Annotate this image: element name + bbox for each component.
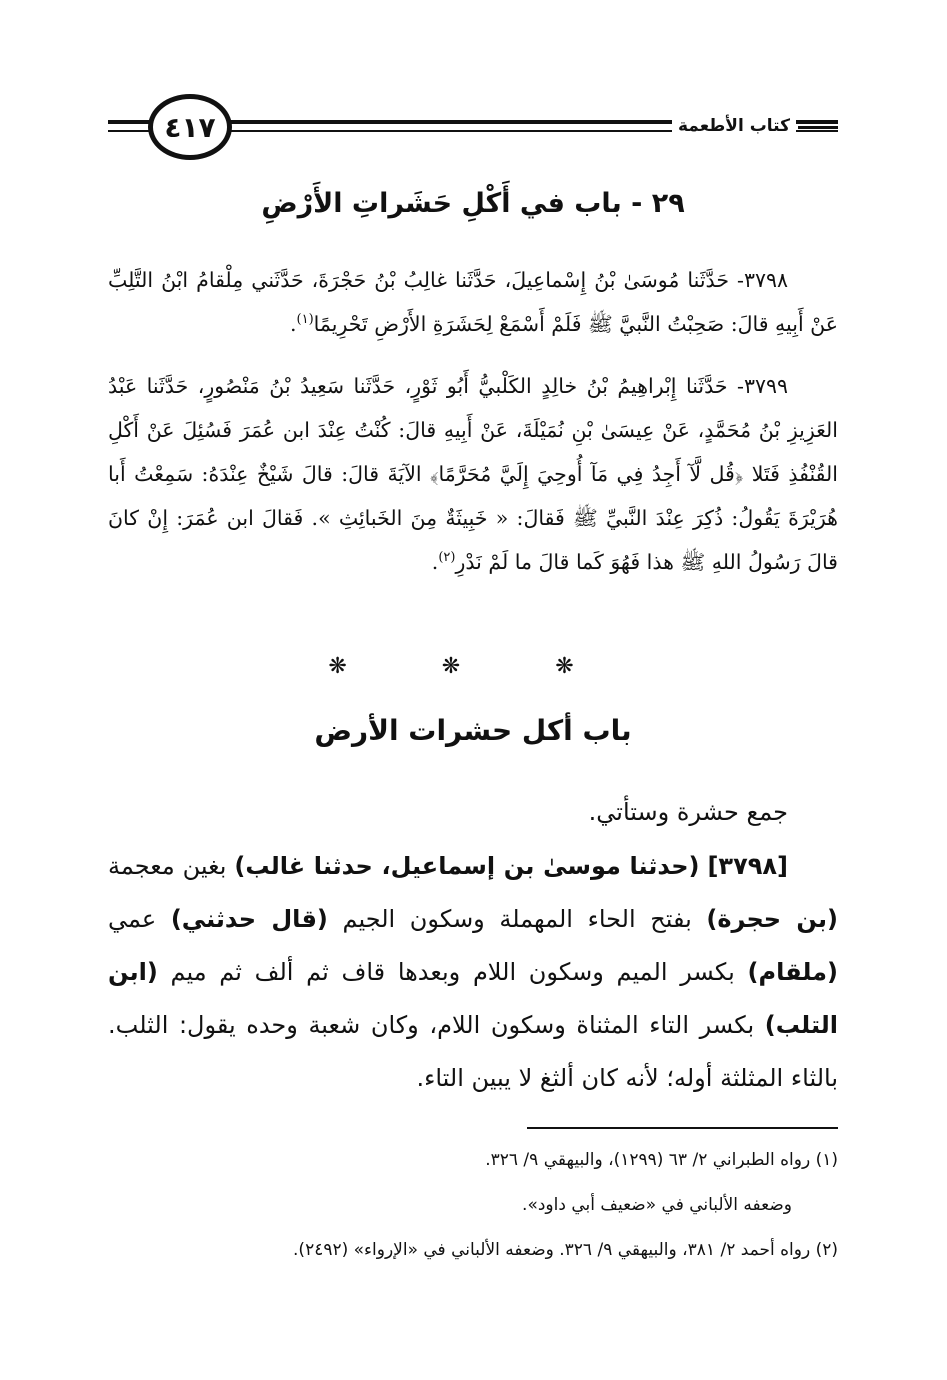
commentary-lemma-3: (قال حدثني) — [170, 905, 328, 933]
commentary-gloss-3: عمي — [108, 905, 157, 933]
hadith-3798 — [108, 258, 838, 346]
commentary-intro — [108, 786, 838, 839]
footnote-1: (١) رواه الطبراني ٢/ ٦٣ (١٢٩٩)، والبيهقي ٩/ ٣٢٦. — [485, 1150, 838, 1170]
chapter-heading: ٢٩ - باب في أَكْلِ حَشَراتِ الأَرْضِ — [261, 188, 685, 219]
footnote-separator-rule — [527, 1127, 838, 1129]
section-separator: ❋ ❋ ❋ — [328, 654, 618, 679]
commentary-gloss-1: بغين معجمة — [108, 852, 227, 880]
page-number: ٤١٧ — [164, 110, 216, 144]
commentary-gloss-4: بكسر الميم وسكون اللام وبعدها قاف ثم ألف ثم ميم — [170, 958, 735, 986]
commentary-intro-text: جمع حشرة وستأتي. — [588, 798, 788, 826]
commentary-paragraph — [108, 840, 838, 1105]
running-title: كتاب الأطعمة — [672, 116, 796, 136]
hadith-3798-text: ٣٧٩٨- حَدَّثَنا مُوسَىٰ بْنُ إِسْماعِيلَ، حَدَّثَنا غالِبُ بْنُ حَجْرَةَ، حَدَّثَني مِلْقامُ ابْنُ التَّلِبِّ عَنْ أَبِيهِ قالَ: صَحِبْتُ النَّبيَّ ﷺ فَلَمْ أَسْمَعْ لِحَشَرَةِ الأَرْضِ تَحْرِيمًا — [108, 268, 838, 336]
hadith-3799-end: . — [431, 550, 439, 574]
commentary-lemma-1: (حدثنا موسىٰ بن إسماعيل، حدثنا غالب) — [234, 852, 700, 880]
commentary-lemma-2: (بن حجرة) — [706, 905, 838, 933]
footnote-ref-2[interactable]: (٢) — [438, 550, 456, 566]
commentary-heading: باب أكل حشرات الأرض — [314, 714, 632, 747]
hadith-3799-text: ٣٧٩٩- حَدَّثَنا إِبْراهِيمُ بْنُ خالِدٍ الكَلْبيُّ أَبُو ثَوْرٍ، حَدَّثَنا سَعِيدُ بْنُ مَنْصُورٍ، حَدَّثَنا عَبْدُ العَزِيزِ بْنُ مُحَمَّدٍ، عَنْ عِيسَىٰ بْنِ نُمَيْلَةَ، عَنْ أَبِيهِ قالَ: كُنْتُ عِنْدَ ابن عُمَرَ فَسُئِلَ عَنْ أَكْلِ القُنْفُذِ فَتَلا ﴿قُل لَّآ أَجِدُ فِي مَآ أُوحِيَ إِلَيَّ مُحَرَّمًا﴾ الآيَةَ قالَ: قالَ شَيْخٌ عِنْدَهُ: سَمِعْتُ أَبا هُرَيْرَةَ يَقُولُ: ذُكِرَ عِنْدَ النَّبيِّ ﷺ فَقالَ: « خَبِيثَةٌ مِنَ الخَبائِثِ ». فَقالَ ابن عُمَرَ: إِنْ كانَ قالَ رَسُولُ اللهِ ﷺ هذا فَهُوَ كَما قالَ ما لَمْ نَدْرِ — [108, 374, 838, 574]
footnote-2: (٢) رواه أحمد ٢/ ٣٨١، والبيهقي ٩/ ٣٢٦. وضعفه الألباني في «الإرواء» (٢٤٩٢). — [293, 1240, 838, 1260]
commentary-gloss-2: بفتح الحاء المهملة وسكون الجيم — [342, 905, 692, 933]
hadith-3798-end: . — [289, 312, 297, 336]
commentary-lemma-5: (ابن التلب) — [108, 958, 838, 1039]
commentary-gloss-5: بكسر التاء المثناة وسكون اللام، وكان شعبة وحده يقول: الثلب. بالثاء المثلثة أوله؛ لأنه كان ألثغ لا يبين التاء. — [108, 1011, 838, 1092]
header-title-dash — [798, 126, 838, 129]
running-header — [108, 92, 838, 172]
commentary-number: [٣٧٩٨] — [707, 852, 788, 880]
page-number-badge — [148, 94, 232, 160]
commentary-lemma-4: (ملقام) — [747, 958, 838, 986]
footnote-ref-1[interactable]: (١) — [296, 312, 314, 328]
footnotes — [108, 1138, 838, 1273]
footnote-1-continuation: وضعفه الألباني في «ضعيف أبي داود». — [522, 1195, 792, 1215]
hadith-3799 — [108, 364, 838, 584]
